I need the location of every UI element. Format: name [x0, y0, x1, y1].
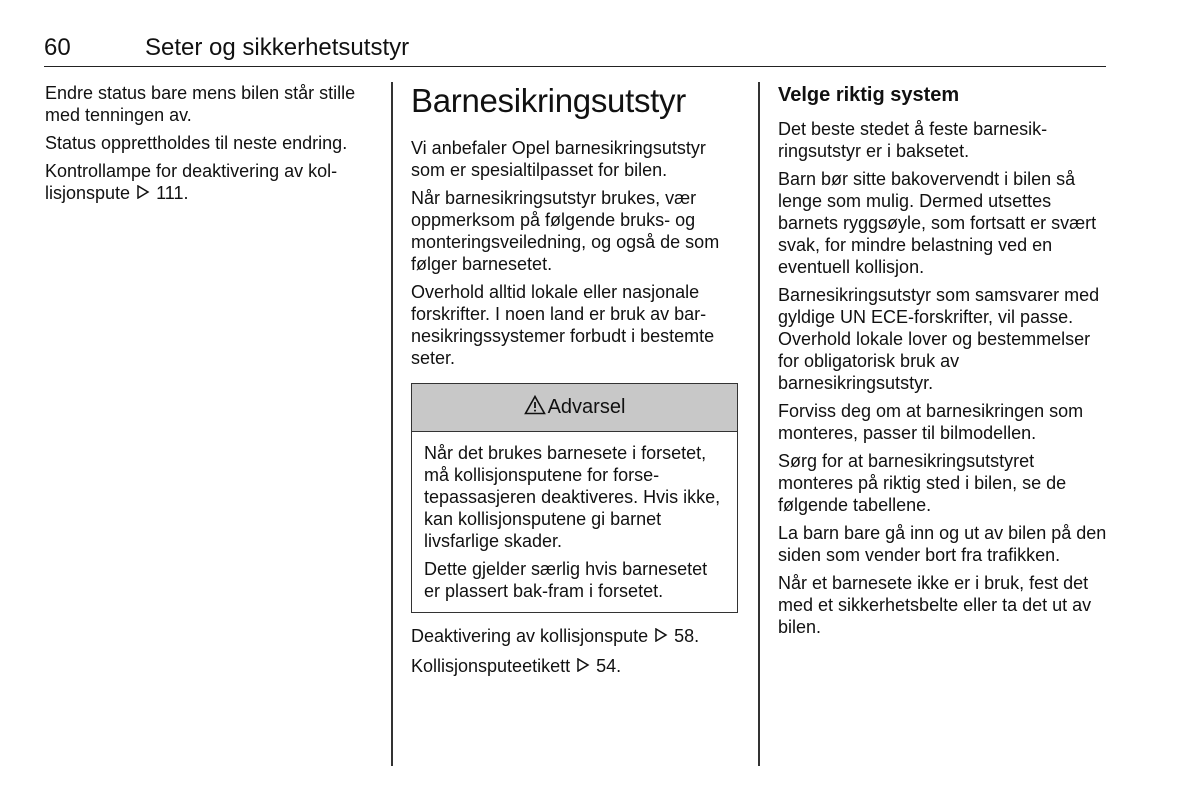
warning-box	[411, 383, 738, 613]
reference-page-link[interactable]: 111.	[156, 183, 189, 203]
paragraph: Barnesikringsutstyr som samsvarer med gyldige UN ECE-forskrifter, vil passe. Overhold lokale lover og bestemmelser for obligatorisk bruk av barnesikringsutstyr.	[778, 285, 1100, 393]
reference-page-link[interactable]: 54.	[596, 656, 622, 676]
chapter-title: Seter og sikkerhetsutstyr	[145, 34, 410, 61]
paragraph: Vi anbefaler Opel barnesikringsutstyr som er spesialtilpasset for bilen.	[411, 138, 706, 180]
column-middle	[411, 82, 741, 685]
paragraph: La barn bare gå inn og ut av bilen på den siden som vender bort fra trafikken.	[778, 523, 1107, 565]
sub-heading: Velge riktig system	[778, 84, 960, 106]
column-right	[778, 82, 1108, 644]
reference-text: Deaktivering av kollisjonspute	[411, 626, 649, 646]
section-heading: Barnesikringsutstyr	[411, 82, 686, 119]
warning-header	[412, 384, 737, 432]
paragraph: Det beste stedet å feste barnesikringsutstyr er i baksetet.	[778, 119, 1048, 161]
paragraph: Endre status bare mens bilen står stille med tenningen av.	[45, 83, 356, 125]
page-header	[44, 34, 1106, 67]
warning-paragraph: Når det brukes barnesete i forsetet, må kollisjonsputene for forsetepassasjeren deaktiveres. Hvis ikke, kan kollisjonsputene gi barnet livsfarlige skader.	[424, 443, 721, 551]
page-reference-arrow-icon	[576, 657, 590, 679]
paragraph: Status opprettholdes til neste endring.	[45, 133, 348, 153]
warning-title: Advarsel	[547, 396, 626, 418]
paragraph: Når et barnesete ikke er i bruk, fest det med et sikkerhetsbelte eller ta det ut av bilen.	[778, 573, 1092, 637]
reference-text: Kontrollampe for deaktivering av kollisjonspute	[45, 161, 338, 203]
paragraph: Barn bør sitte bakovervendt i bilen så lenge som mulig. Dermed utsettes barnets ryggsøyle, som fortsatt er svært svak, for mindre belastning ved en eventuell kollisjon.	[778, 169, 1097, 277]
column-divider	[391, 82, 393, 766]
page-number: 60	[44, 34, 71, 61]
reference-text: Kollisjonsputeetikett	[411, 656, 571, 676]
page-reference-arrow-icon	[654, 627, 668, 649]
reference-page-link[interactable]: 58.	[674, 626, 700, 646]
paragraph-with-reference	[45, 160, 365, 206]
reference-line	[411, 655, 741, 679]
reference-line	[411, 625, 741, 649]
column-left	[45, 82, 365, 212]
page-reference-arrow-icon	[136, 184, 150, 206]
paragraph: Forviss deg om at barnesikringen som monteres, passer til bilmodellen.	[778, 401, 1084, 443]
column-divider	[758, 82, 760, 766]
paragraph: Overhold alltid lokale eller nasjonale forskrifter. I noen land er bruk av barnesikringssystemer forbudt i bestemte seter.	[411, 282, 715, 368]
warning-triangle-icon	[524, 395, 546, 421]
warning-body	[412, 432, 737, 612]
warning-paragraph: Dette gjelder særlig hvis barnesetet er plassert bak-fram i forsetet.	[424, 559, 708, 601]
paragraph: Når barnesikringsutstyr brukes, vær oppmerksom på følgende bruks- og monteringsveiledning, og også de som følger barnesetet.	[411, 188, 720, 274]
paragraph: Sørg for at barnesikringsutstyret monteres på riktig sted i bilen, se de følgende tabellene.	[778, 451, 1067, 515]
